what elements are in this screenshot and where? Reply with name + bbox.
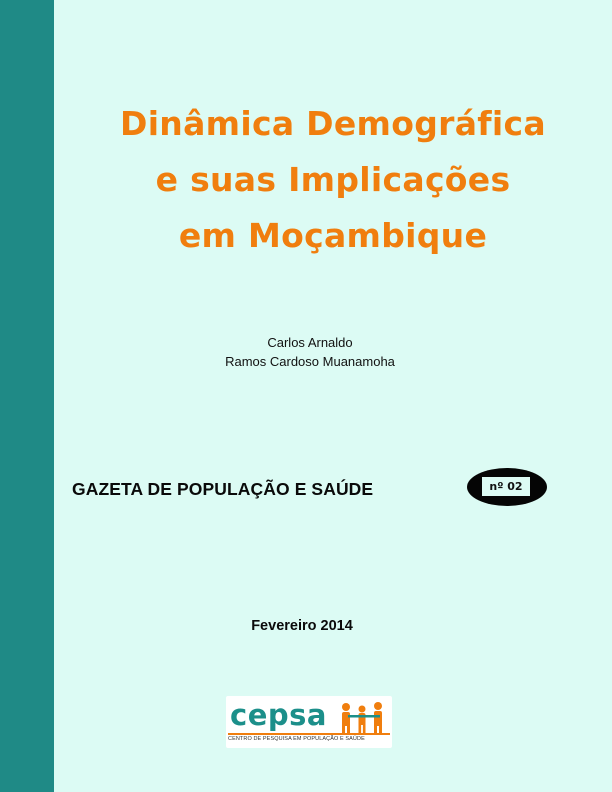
issue-badge <box>467 468 547 506</box>
side-band <box>0 0 54 792</box>
authors <box>54 333 566 371</box>
title-line-2: e suas Implicações <box>155 160 511 199</box>
people-figures-icon <box>338 700 390 734</box>
author-2: Ramos Cardoso Muanamoha <box>225 354 395 369</box>
issue-number: nº 02 <box>482 477 530 496</box>
title-line-3: em Moçambique <box>178 216 488 255</box>
cepsa-logo <box>226 696 392 748</box>
title-line-1: Dinâmica Demográfica <box>120 104 546 143</box>
author-1: Carlos Arnaldo <box>267 335 353 350</box>
publication-date: Fevereiro 2014 <box>251 618 353 634</box>
logo-tagline: CENTRO DE PESQUISA EM POPULAÇÃO E SAÚDE <box>228 733 390 742</box>
cover-title <box>54 96 612 264</box>
logo-wordmark: cepsa <box>230 698 327 732</box>
series-title: GAZETA DE POPULAÇÃO E SAÚDE <box>72 479 374 499</box>
